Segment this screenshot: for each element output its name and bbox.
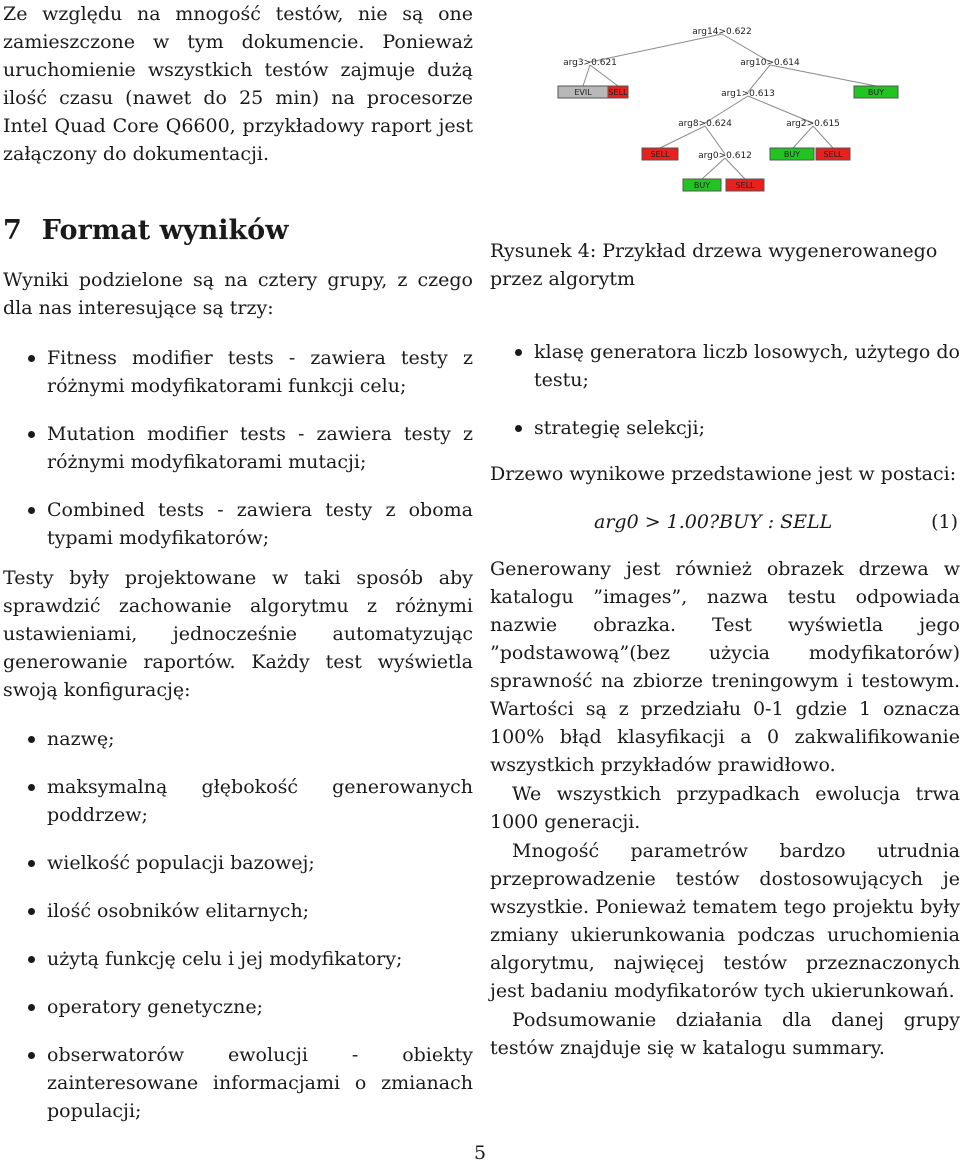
leaf-label: SELL bbox=[608, 88, 628, 97]
leaf-label: SELL bbox=[823, 150, 843, 159]
tree-form-intro: Drzewo wynikowe przedstawione jest w postaci: bbox=[490, 463, 957, 485]
tree-leaf bbox=[770, 148, 814, 160]
list-item: użytą funkcję celu i jej modyfikatory; bbox=[3, 945, 473, 973]
section-title: Format wyników bbox=[41, 215, 289, 246]
list-item: obserwatorów ewolucji - obiekty zainteresowane informacjami o zmianach populacji; bbox=[3, 1041, 473, 1125]
leaf-label: SELL bbox=[735, 181, 755, 190]
leaf-label: BUY bbox=[783, 150, 801, 159]
decision-tree-figure bbox=[490, 20, 960, 196]
tree-edge bbox=[583, 65, 590, 86]
tree-node: arg3>0.621 bbox=[563, 58, 617, 68]
summary-paragraph: Podsumowanie działania dla danej grupy testów znajduje się w katalogu summary. bbox=[490, 1009, 960, 1059]
tree-leaf bbox=[608, 86, 628, 98]
list-item: maksymalną głębokość generowanych poddrzew; bbox=[3, 773, 473, 829]
section-number: 7 bbox=[3, 215, 22, 246]
tree-leaf bbox=[642, 148, 678, 160]
leaf-label: EVIL bbox=[574, 88, 592, 97]
list-item: Combined tests - zawiera testy z oboma typami modyfikatorów; bbox=[3, 496, 473, 552]
tree-leaf bbox=[558, 86, 608, 98]
leaf-label: SELL bbox=[650, 150, 670, 159]
list-item: klasę generatora liczb losowych, użytego do testu; bbox=[490, 338, 960, 394]
left-column bbox=[3, 0, 473, 1125]
groups-list bbox=[3, 344, 473, 552]
section-heading bbox=[3, 214, 473, 248]
tree-edge bbox=[702, 158, 725, 179]
right-column bbox=[490, 237, 960, 1062]
equation-expression: arg0 > 1.00?BUY : SELL bbox=[594, 511, 833, 533]
equation bbox=[490, 508, 960, 536]
groups-intro: Wyniki podzielone są na cztery grupy, z czego dla nas interesujące są trzy: bbox=[3, 269, 473, 319]
tree-node: arg2>0.615 bbox=[786, 119, 840, 129]
list-item: wielkość populacji bazowej; bbox=[3, 849, 473, 877]
tree-leaf bbox=[726, 179, 764, 191]
figure-caption: Rysunek 4: Przykład drzewa wygenerowanego przez algorytm bbox=[490, 240, 938, 290]
generations-paragraph: We wszystkich przypadkach ewolucja trwa 1000 generacji. bbox=[490, 783, 960, 833]
tree-node: arg10>0.614 bbox=[740, 58, 800, 68]
parameters-paragraph: Mnogość parametrów bardzo utrudnia przeprowadzenie testów dostosowujących je wszystkie. Ponieważ tematem tego projektu były zmiany ukierunkowania podczas uruchomienia algorytmu, najwięcej testów przeznaczonych jest badaniu modyfikatorów tych ukierunkowań. bbox=[490, 840, 960, 1002]
tree-edge bbox=[725, 158, 745, 179]
tree-node: arg0>0.612 bbox=[698, 151, 752, 161]
list-item: strategię selekcji; bbox=[490, 414, 960, 442]
tree-edge bbox=[705, 126, 725, 154]
equation-number: (1) bbox=[931, 511, 958, 533]
leaf-label: BUY bbox=[867, 88, 885, 97]
list-item: operatory genetyczne; bbox=[3, 993, 473, 1021]
tree-edge bbox=[813, 126, 833, 148]
list-item: ilość osobników elitarnych; bbox=[3, 897, 473, 925]
tree-leaf bbox=[854, 86, 898, 98]
tree-edge bbox=[793, 126, 813, 148]
list-item: nazwę; bbox=[3, 725, 473, 753]
config-list-continued bbox=[490, 338, 960, 442]
page-number: 5 bbox=[473, 1142, 487, 1164]
tree-edge bbox=[748, 65, 770, 92]
tree-node: arg8>0.624 bbox=[678, 119, 732, 129]
tree-edge bbox=[660, 126, 705, 148]
list-item: Fitness modifier tests - zawiera testy z różnymi modyfikatorami funkcji celu; bbox=[3, 344, 473, 400]
tree-node: arg1>0.613 bbox=[721, 89, 775, 99]
tree-edge bbox=[590, 65, 618, 86]
intro-paragraph: Ze względu na mnogość testów, nie są one zamieszczone w tym dokumencie. Ponieważ uruchomienie wszystkich testów zajmuje dużą ilość czasu (nawet do 25 min) na procesorze Intel Quad Core Q6600, przykładowy raport jest załączony do dokumentacji. bbox=[3, 3, 473, 165]
config-list bbox=[3, 725, 473, 1125]
images-paragraph: Generowany jest również obrazek drzewa w katalogu ”images”, nazwa testu odpowiada nazwie obrazka. Test wyświetla jego ”podstawową”(bez użycia modyfikatorów) sprawność na zbiorze treningowym i testowym. Wartości są z przedziału 0-1 gdzie 1 oznacza 100% błąd klasyfikacji a 0 zakwalifikowanie wszystkich przykładów prawidłowo. bbox=[490, 558, 960, 776]
list-item: Mutation modifier tests - zawiera testy z różnymi modyfikatorami mutacji; bbox=[3, 420, 473, 476]
tree-leaf bbox=[683, 179, 721, 191]
tree-node-root: arg14>0.622 bbox=[692, 27, 752, 37]
tree-leaf bbox=[816, 148, 850, 160]
tree-edge bbox=[770, 65, 876, 86]
leaf-label: BUY bbox=[693, 181, 711, 190]
design-paragraph: Testy były projektowane w taki sposób aby sprawdzić zachowanie algorytmu z różnymi ustawieniami, jednocześnie automatyzując generowanie raportów. Każdy test wyświetla swoją konfigurację: bbox=[3, 567, 473, 701]
